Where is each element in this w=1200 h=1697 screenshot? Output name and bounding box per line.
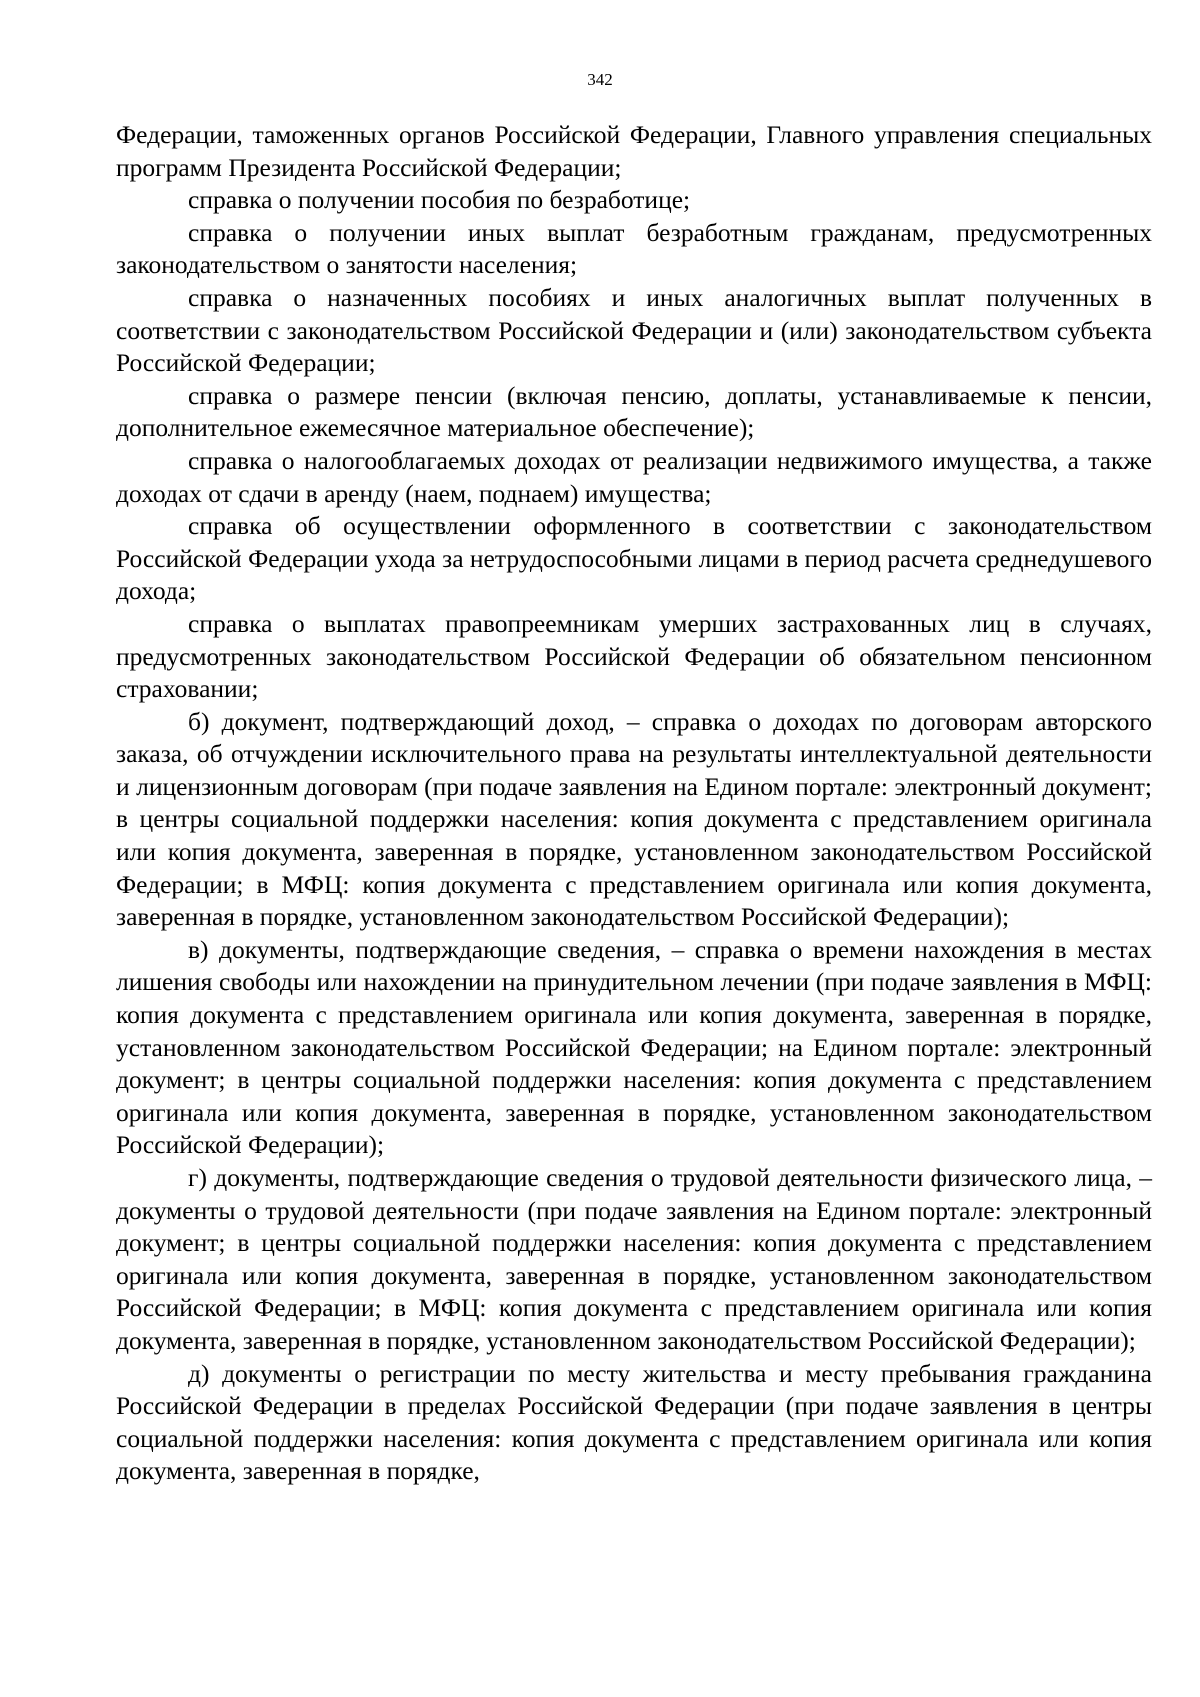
paragraph-item-g: г) документы, подтверждающие сведения о трудовой деятельности физического лица, – документы о трудовой деятельности (при подаче заявления на Едином портале: электронный документ; в центры социальной поддержки населения: копия документа с представлением оригинала или копия документа, заверенная в порядке, установленном законодательством Российской Федерации; в МФЦ: копия документа с представлением оригинала или копия документа, заверенная в порядке, установленном законодательством Российской Федерации); bbox=[116, 1163, 1152, 1355]
paragraph-pension-amount: справка о размере пенсии (включая пенсию, доплаты, устанавливаемые к пенсии, дополнительное ежемесячное материальное обеспечение); bbox=[116, 380, 1152, 443]
paragraph-payments-to-successors: справка о выплатах правопреемникам умерших застрахованных лиц в случаях, предусмотренных законодательством Российской Федерации об обязательном пенсионном страховании; bbox=[116, 608, 1152, 704]
paragraph-continuation: Федерации, таможенных органов Российской Федерации, Главного управления специальных программ Президента Российской Федерации; bbox=[116, 120, 1152, 182]
paragraph-item-d: д) документы о регистрации по месту жительства и месту пребывания гражданина Российской Федерации в пределах Российской Федерации (при подаче заявления в центры социальной поддержки населения: копия документа с представлением оригинала или копия документа, заверенная в порядке, bbox=[116, 1358, 1152, 1486]
document-body bbox=[116, 119, 1152, 1488]
paragraph-assigned-benefits: справка о назначенных пособиях и иных аналогичных выплат полученных в соответствии с законодательством Российской Федерации и (или) законодательством субъекта Российской Федерации; bbox=[116, 282, 1152, 378]
paragraph-item-v: в) документы, подтверждающие сведения, – справка о времени нахождения в местах лишения свободы или нахождении на принудительном лечении (при подаче заявления в МФЦ: копия документа с представлением оригинала или копия документа, заверенная в порядке, установленном законодательством Российской Федерации; на Едином портале: электронный документ; в центры социальной поддержки населения: копия документа с представлением оригинала или копия документа, заверенная в порядке, установленном законодательством Российской Федерации); bbox=[116, 934, 1152, 1160]
paragraph-taxable-income: справка о налогооблагаемых доходах от реализации недвижимого имущества, а также доходах от сдачи в аренду (наем, поднаем) имущества; bbox=[116, 445, 1152, 508]
paragraph-other-unemployed-payments: справка о получении иных выплат безработным гражданам, предусмотренных законодательством о занятости населения; bbox=[116, 217, 1152, 280]
paragraph-unemployment-benefit: справка о получении пособия по безработице; bbox=[188, 185, 691, 215]
paragraph-care-for-disabled: справка об осуществлении оформленного в соответствии с законодательством Российской Федерации ухода за нетрудоспособными лицами в период расчета среднедушевого дохода; bbox=[116, 511, 1152, 606]
page-number: 342 bbox=[587, 70, 613, 89]
paragraph-item-b: б) документ, подтверждающий доход, – справка о доходах по договорам авторского заказа, об отчуждении исключительного права на результаты интеллектуальной деятельности и лицензионным договорам (при подаче заявления на Едином портале: электронный документ; в центры социальной поддержки населения: копия документа с представлением оригинала или копия документа, заверенная в порядке, установленном законодательством Российской Федерации; в МФЦ: копия документа с представлением оригинала или копия документа, заверенная в порядке, установленном законодательством Российской Федерации); bbox=[116, 706, 1152, 932]
